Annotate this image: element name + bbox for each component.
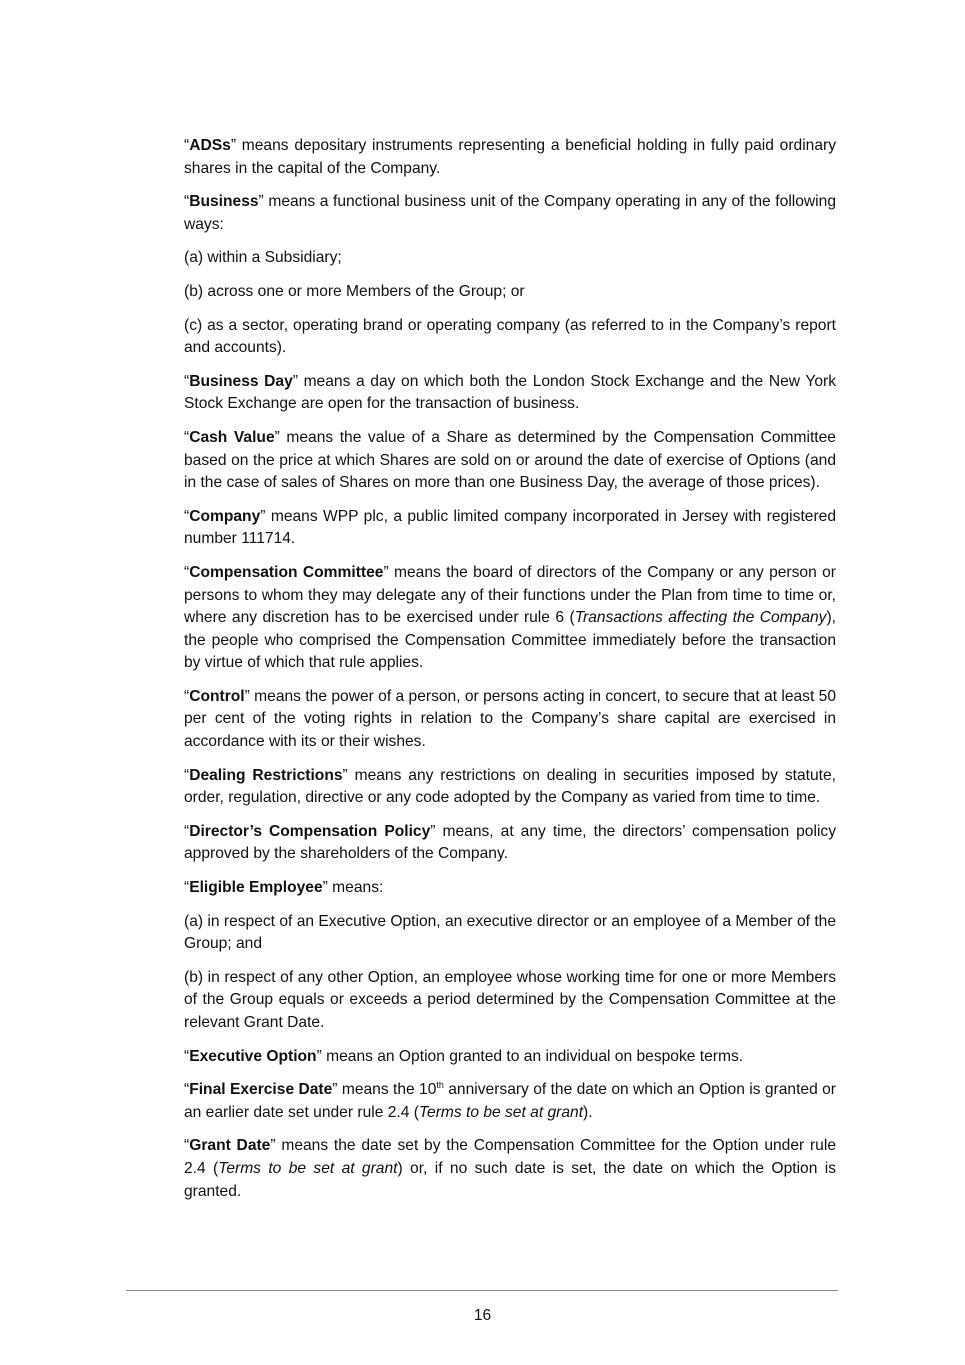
defined-term: Company [189,507,261,525]
list-item: (c) as a sector, operating brand or operating company (as referred to in the Company’s report and accounts). [184,316,836,357]
defined-term: Control [189,687,245,705]
defined-term: Executive Option [189,1047,317,1065]
defined-term: ADSs [189,137,231,154]
rule-reference: Terms to be set at grant [418,1103,584,1121]
defined-term: Grant Date [189,1137,271,1155]
definition-business-day: “Business Day” means a day on which both the London Stock Exchange and the New York Stock Exchange are open for the transaction of business. [184,372,836,413]
definition-eligible-employee: “Eligible Employee” means: [184,879,384,897]
definition-cash-value: “Cash Value” means the value of a Share as determined by the Compensation Committee based on the price at which Shares are sold on or around the date of exercise of Options (and in the case of sales of Shares on more than one Business Day, the average of those prices). [184,428,836,492]
list-item: (a) in respect of an Executive Option, an executive director or an employee of a Member of the Group; and [184,912,836,953]
defined-term: Cash Value [189,428,275,446]
defined-term: Compensation Committee [189,563,384,581]
rule-reference: Terms to be set at grant [218,1159,398,1177]
footer-divider [126,1290,838,1291]
list-item: (a) within a Subsidiary; [184,249,342,267]
defined-term: Business [189,193,259,211]
definition-directors-compensation-policy: “Director’s Compensation Policy” means, at any time, the directors’ compensation policy approved by the shareholders of the Company. [184,822,836,863]
definition-dealing-restrictions: “Dealing Restrictions” means any restrictions on dealing in securities imposed by statute, order, regulation, directive or any code adopted by the Company as varied from time to time. [184,766,836,807]
list-item: (b) in respect of any other Option, an employee whose working time for one or more Members of the Group equals or exceeds a period determined by the Compensation Committee at the relevant Grant Date. [184,968,836,1031]
definition-final-exercise-date: “Final Exercise Date” means the 10th anniversary of the date on which an Option is granted or an earlier date set under rule 2.4 (Terms to be set at grant). [184,1080,836,1121]
definition-business: “Business” means a functional business unit of the Company operating in any of the following ways: [184,193,836,233]
defined-term: Dealing Restrictions [189,766,343,784]
defined-term: Business Day [189,372,293,390]
page-number: 16 [473,1307,492,1324]
definition-grant-date: “Grant Date” means the date set by the Compensation Committee for the Option under rule 2.4 (Terms to be set at grant) or, if no such date is set, the date on which the Option is granted. [184,1137,836,1200]
defined-term: Director’s Compensation Policy [189,822,431,840]
rule-reference: Transactions affecting the Company [574,609,827,627]
definition-control: “Control” means the power of a person, or persons acting in concert, to secure that at least 50 per cent of the voting rights in relation to the Company’s share capital are exercised in accordance with its or their wishes. [184,687,836,751]
definition-company: “Company” means WPP plc, a public limited company incorporated in Jersey with registered number 111714. [184,507,836,548]
definition-executive-option: “Executive Option” means an Option granted to an individual on bespoke terms. [184,1047,744,1065]
defined-term: Eligible Employee [189,879,323,897]
definition-adss: “ADSs” means depositary instruments representing a beneficial holding in fully paid ordinary shares in the capital of the Company. [184,137,836,177]
document-body [184,135,836,1214]
defined-term: Final Exercise Date [189,1081,333,1099]
definition-compensation-committee: “Compensation Committee” means the board of directors of the Company or any person or persons to whom they may delegate any of their functions under the Plan from time to time or, where any discretion has to be exercised under rule 6 (Transactions affecting the Company), the people who comprised the Compensation Committee immediately before the transaction by virtue of which that rule applies. [184,563,836,672]
list-item: (b) across one or more Members of the Group; or [184,282,525,300]
